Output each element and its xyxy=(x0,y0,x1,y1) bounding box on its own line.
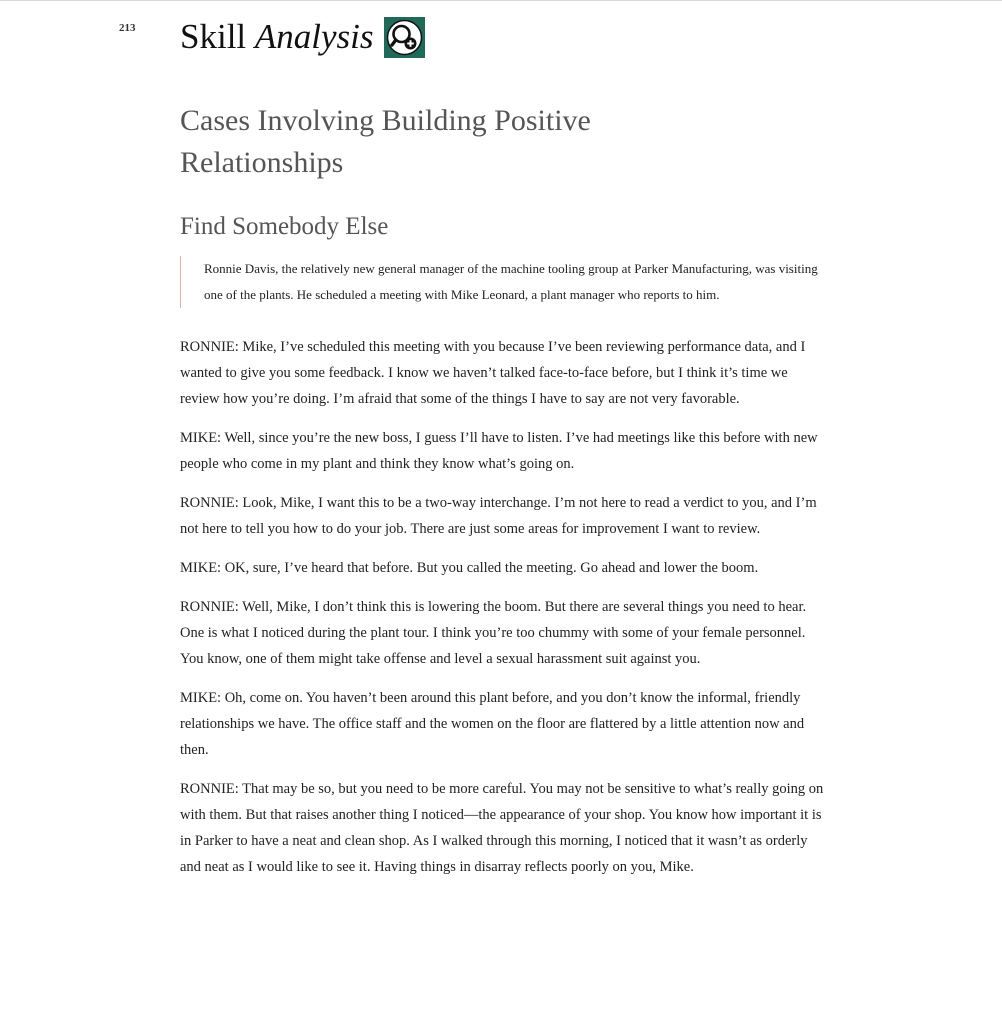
page-number: 213 xyxy=(119,22,136,34)
case-title: Find Somebody Else xyxy=(180,213,389,240)
dialogue-paragraph: MIKE: Oh, come on. You haven’t been around this plant before, and you don’t know the informal, friendly relationships we have. The office staff and the women on the floor are flattered by a little attention now and then. xyxy=(180,690,805,758)
case-intro: Ronnie Davis, the relatively new general manager of the machine tooling group at Parker Manufacturing, was visiting one of the plants. He scheduled a meeting with Mike Leonard, a plant manager who reports to him. xyxy=(180,256,824,308)
magnifier-plus-icon xyxy=(384,17,425,58)
header-title-italic: Analysis xyxy=(254,17,374,56)
dialogue-paragraph: MIKE: OK, sure, I’ve heard that before. But you called the meeting. Go ahead and lower the boom. xyxy=(180,560,759,576)
dialogue-paragraph: RONNIE: Well, Mike, I don’t think this is lowering the boom. But there are several things you need to hear. One is what I noticed during the plant tour. I think you’re too chummy with some of your female personnel. You know, one of them might take offense and level a sexual harassment suit against you. xyxy=(180,599,807,667)
header-title-plain: Skill xyxy=(180,17,247,56)
section-title xyxy=(180,100,830,184)
section-title-line-2: Relationships xyxy=(180,146,344,179)
dialogue-paragraph: MIKE: Well, since you’re the new boss, I guess I’ll have to listen. I’ve had meetings like this before with new people who come in my plant and think they know what’s going on. xyxy=(180,430,818,472)
skill-analysis-header xyxy=(180,14,425,60)
header-title xyxy=(180,15,374,59)
dialogue-paragraph: RONNIE: Mike, I’ve scheduled this meeting with you because I’ve been reviewing performance data, and I wanted to give you some feedback. I know we haven’t talked face-to-face before, but I think it’s time we review how you’re doing. I’m afraid that some of the things I have to say are not very favorable. xyxy=(180,339,806,407)
dialogue-paragraph: RONNIE: Look, Mike, I want this to be a two-way interchange. I’m not here to read a verdict to you, and I’m not here to tell you how to do your job. There are just some areas for improvement I want to review. xyxy=(180,495,817,537)
dialogue xyxy=(180,334,830,880)
section-title-line-1: Cases Involving Building Positive xyxy=(180,104,591,137)
dialogue-paragraph: RONNIE: That may be so, but you need to be more careful. You may not be sensitive to what’s really going on with them. But that raises another thing I noticed—the appearance of your shop. You know how important it is in Parker to have a neat and clean shop. As I walked through this morning, I noticed that it wasn’t as orderly and neat as I would like to see it. Having things in disarray reflects poorly on you, Mike. xyxy=(180,781,824,875)
page-content xyxy=(180,100,830,893)
top-rule xyxy=(0,0,1002,1)
